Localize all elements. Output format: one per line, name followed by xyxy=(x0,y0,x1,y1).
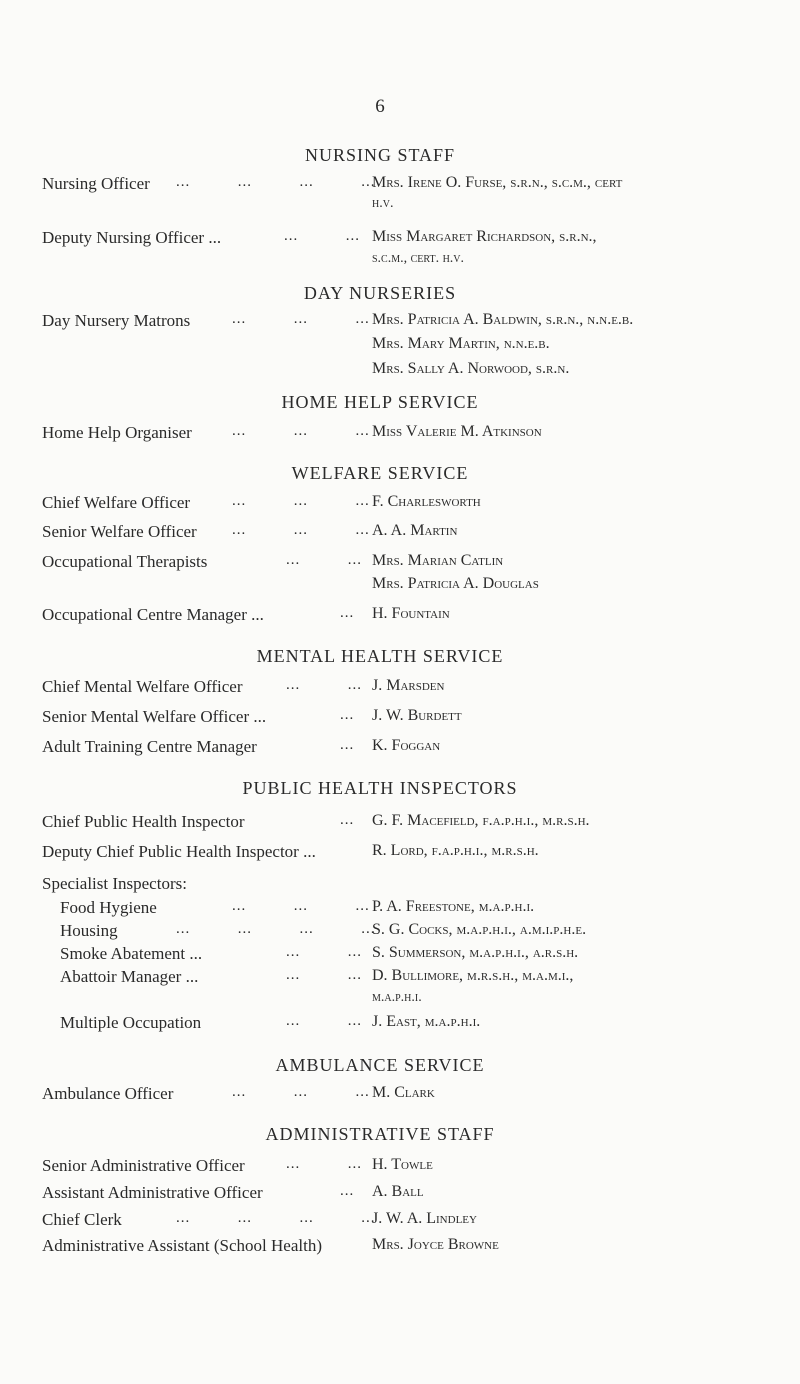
leader-dots: ... ... ... ... xyxy=(176,921,376,937)
entry-value: J. W. A. Lindley xyxy=(372,1210,477,1227)
page-number: 6 xyxy=(375,96,385,117)
entry-senior-mental-welfare-officer xyxy=(0,707,800,731)
entry-value: H. Towle xyxy=(372,1156,433,1173)
entry-value: Miss Margaret Richardson, s.r.n., xyxy=(372,228,597,245)
entry-label: Senior Mental Welfare Officer ... xyxy=(42,707,267,726)
entry-chief-clerk xyxy=(0,1210,800,1234)
entry-chief-public-health-inspector xyxy=(0,812,800,836)
entry-label: Deputy Chief Public Health Inspector ... xyxy=(42,842,316,861)
entry-value: Mrs. Marian Catlin xyxy=(372,552,504,569)
entry-label: Senior Administrative Officer xyxy=(42,1156,245,1175)
entry-occupational-therapists xyxy=(0,552,800,576)
entry-nursing-officer xyxy=(0,174,800,198)
leader-dots: ... xyxy=(340,812,355,828)
entry-label: Home Help Organiser xyxy=(42,423,192,442)
leader-dots: ... ... ... xyxy=(232,1084,370,1100)
entry-value: Miss Valerie M. Atkinson xyxy=(372,423,542,440)
entry-value: J. East, m.a.p.h.i. xyxy=(372,1013,481,1030)
entry-value: Mrs. Mary Martin, n.n.e.b. xyxy=(372,335,550,352)
entry-label: Nursing Officer xyxy=(42,174,150,193)
section-heading-ambulance: AMBULANCE SERVICE xyxy=(275,1055,485,1075)
entry-value: J. W. Burdett xyxy=(372,707,462,724)
entry-value-continued: h.v. xyxy=(372,196,394,211)
entry-value: M. Clark xyxy=(372,1084,435,1101)
entry-value: P. A. Freestone, m.a.p.h.i. xyxy=(372,898,535,915)
entry-label: Occupational Therapists xyxy=(42,552,208,571)
entry-label: Food Hygiene xyxy=(60,898,157,917)
entry-value: D. Bullimore, m.r.s.h., m.a.m.i., xyxy=(372,967,574,984)
section-heading-administrative: ADMINISTRATIVE STAFF xyxy=(265,1124,495,1144)
leader-dots: ... ... xyxy=(286,552,362,568)
entry-senior-administrative-officer xyxy=(0,1156,800,1180)
entry-label: Occupational Centre Manager ... xyxy=(42,605,264,624)
leader-dots: ... ... xyxy=(286,944,362,960)
leader-dots: ... ... xyxy=(286,1013,362,1029)
entry-value: H. Fountain xyxy=(372,605,450,622)
subheading: Specialist Inspectors: xyxy=(42,874,187,893)
entry-label: Chief Welfare Officer xyxy=(42,493,191,512)
leader-dots: ... xyxy=(340,737,355,753)
entry-value: Mrs. Irene O. Furse, s.r.n., s.c.m., cert xyxy=(372,174,623,191)
section-heading-welfare: WELFARE SERVICE xyxy=(291,463,469,483)
entry-label: Smoke Abatement ... xyxy=(60,944,203,963)
leader-dots: ... ... xyxy=(286,967,362,983)
entry-label: Senior Welfare Officer xyxy=(42,522,197,541)
leader-dots: ... xyxy=(340,1183,355,1199)
entry-label: Administrative Assistant (School Health) xyxy=(42,1236,322,1255)
entry-value: J. Marsden xyxy=(372,677,445,694)
entry-label: Housing xyxy=(60,921,118,940)
entry-label: Deputy Nursing Officer ... xyxy=(42,228,222,247)
leader-dots: ... ... ... xyxy=(232,898,370,914)
entry-occupational-centre-manager xyxy=(0,605,800,629)
section-heading-public-health: PUBLIC HEALTH INSPECTORS xyxy=(242,778,518,798)
entry-value-continued: m.a.p.h.i. xyxy=(372,990,422,1005)
entry-label: Assistant Administrative Officer xyxy=(42,1183,263,1202)
entry-abattoir-manager xyxy=(0,967,800,991)
entry-assistant-administrative-officer xyxy=(0,1183,800,1207)
entry-label: Multiple Occupation xyxy=(60,1013,202,1032)
entry-value: S. Summerson, m.a.p.h.i., a.r.s.h. xyxy=(372,944,579,961)
entry-deputy-nursing-officer xyxy=(0,228,800,252)
leader-dots: ... ... ... xyxy=(232,493,370,509)
leader-dots: ... ... ... ... xyxy=(176,174,376,190)
entry-housing xyxy=(0,921,800,945)
leader-dots: ... xyxy=(340,707,355,723)
leader-dots: ... ... xyxy=(286,677,362,693)
specialist-inspectors-heading xyxy=(0,874,800,898)
entry-value-continued: s.c.m., cert. h.v. xyxy=(372,251,465,266)
entry-value: A. A. Martin xyxy=(372,522,458,539)
entry-label: Chief Public Health Inspector xyxy=(42,812,245,831)
entry-value: S. G. Cocks, m.a.p.h.i., a.m.i.p.h.e. xyxy=(372,921,587,938)
entry-deputy-chief-public-health-inspector xyxy=(0,842,800,866)
entry-adult-training-centre-manager xyxy=(0,737,800,761)
entry-chief-welfare-officer xyxy=(0,493,800,517)
section-heading-home-help: HOME HELP SERVICE xyxy=(281,392,479,412)
leader-dots: ... ... ... ... xyxy=(176,1210,376,1226)
entry-home-help-organiser xyxy=(0,423,800,447)
entry-smoke-abatement xyxy=(0,944,800,968)
entry-value: Mrs. Patricia A. Douglas xyxy=(372,575,539,592)
entry-chief-mental-welfare-officer xyxy=(0,677,800,701)
section-heading-mental-health: MENTAL HEALTH SERVICE xyxy=(256,646,504,666)
entry-label: Abattoir Manager ... xyxy=(60,967,199,986)
entry-ambulance-officer xyxy=(0,1084,800,1108)
entry-value: A. Ball xyxy=(372,1183,424,1200)
section-heading-nursing: NURSING STAFF xyxy=(304,145,456,165)
entry-senior-welfare-officer xyxy=(0,522,800,546)
leader-dots: ... ... ... xyxy=(232,423,370,439)
leader-dots: ... ... ... xyxy=(232,522,370,538)
section-heading-day-nurseries: DAY NURSERIES xyxy=(303,283,457,303)
entry-day-nursery-matrons xyxy=(0,311,800,335)
entry-value: Mrs. Patricia A. Baldwin, s.r.n., n.n.e.b. xyxy=(372,311,634,328)
entry-multiple-occupation xyxy=(0,1013,800,1037)
entry-label: Chief Mental Welfare Officer xyxy=(42,677,243,696)
entry-value: G. F. Macefield, f.a.p.h.i., m.r.s.h. xyxy=(372,812,590,829)
entry-administrative-assistant xyxy=(0,1236,800,1260)
entry-value: Mrs. Joyce Browne xyxy=(372,1236,499,1253)
entry-label: Ambulance Officer xyxy=(42,1084,174,1103)
leader-dots: ... xyxy=(340,605,355,621)
entry-label: Chief Clerk xyxy=(42,1210,122,1229)
entry-value: Mrs. Sally A. Norwood, s.r.n. xyxy=(372,360,570,377)
entry-value: K. Foggan xyxy=(372,737,441,754)
entry-food-hygiene xyxy=(0,898,800,922)
entry-value: F. Charlesworth xyxy=(372,493,481,510)
leader-dots: ... ... xyxy=(284,228,360,244)
entry-value: R. Lord, f.a.p.h.i., m.r.s.h. xyxy=(372,842,539,859)
entry-label: Day Nursery Matrons xyxy=(42,311,191,330)
leader-dots: ... ... ... xyxy=(232,311,370,327)
leader-dots: ... ... xyxy=(286,1156,362,1172)
entry-label: Adult Training Centre Manager xyxy=(42,737,257,756)
